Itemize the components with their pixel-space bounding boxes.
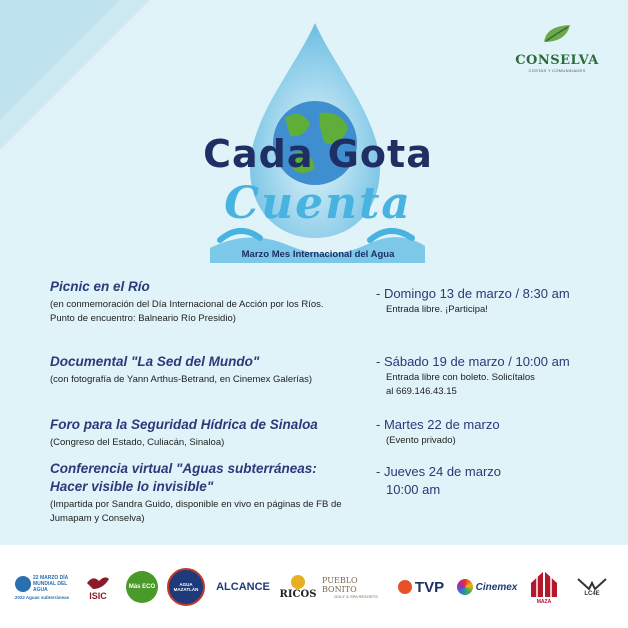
- event-detail: (Congreso del Estado, Culiacán, Sinaloa): [50, 437, 225, 448]
- sponsor-mas-eco: Más ECO: [124, 567, 160, 607]
- event-picnic: [50, 278, 350, 326]
- event-documental-when: [376, 353, 606, 399]
- sponsor-dia-mundial-agua: 22 MARZO DÍA MUNDIAL DEL AGUA 2022 Aguas subterráneas: [14, 574, 70, 600]
- event-note: Entrada libre. ¡Participa!: [386, 304, 488, 315]
- event-foro-when: [376, 416, 606, 448]
- sponsor-tvp: TVP: [392, 567, 450, 607]
- circus-tent-icon: [529, 569, 559, 599]
- event-title: Picnic en el Río: [50, 279, 150, 294]
- event-date: - Jueves 24 de marzo: [376, 464, 502, 479]
- leaf-icon: [540, 22, 574, 46]
- title-line-1: Cada Gota: [203, 132, 433, 176]
- brand-tagline: COSTAS Y COMUNIDADES: [528, 68, 586, 73]
- sponsor-isic: ISIC: [76, 567, 120, 607]
- conselva-logo: [512, 22, 602, 73]
- event-title: Documental "La Sed del Mundo": [50, 354, 260, 369]
- event-title: Foro para la Seguridad Hídrica de Sinaloa: [50, 417, 318, 432]
- event-date: - Martes 22 de marzo: [376, 417, 500, 432]
- event-conferencia-when: [376, 463, 606, 499]
- subtitle: Marzo Mes Internacional del Agua: [241, 249, 395, 260]
- event-detail: (Impartida por Sandra Guido, disponible en vivo en páginas de FB de Jumapam y Conselva): [50, 499, 342, 524]
- lc4e-emblem-icon: [577, 577, 607, 591]
- sponsor-ricos: RICOS: [278, 567, 318, 607]
- sponsor-pueblo-bonito: PUEBLO BONITO GOLF & SPA RESORTS: [322, 575, 378, 599]
- event-date: - Domingo 13 de marzo / 8:30 am: [376, 286, 570, 301]
- event-foro: [50, 416, 350, 450]
- ricos-emblem-icon: [291, 575, 305, 589]
- event-time: 10:00 am: [386, 482, 441, 497]
- cinemex-emblem-icon: [457, 579, 473, 595]
- sponsor-agua-mazatlan: AGUA MAZATLÁN: [166, 567, 206, 607]
- sponsor-maza: MAZA: [526, 567, 562, 607]
- event-title: Conferencia virtual "Aguas subterráneas: Hacer visible lo invisible": [50, 461, 317, 494]
- event-conferencia: [50, 460, 355, 526]
- bird-icon: [85, 573, 111, 591]
- event-detail: (en conmemoración del Día Internacional de Acción por los Ríos. Punto de encuentro: Balneario Río Presidio): [50, 299, 324, 324]
- event-documental: [50, 353, 350, 387]
- brand-name: CONSELVA: [515, 53, 599, 68]
- event-detail: (con fotografía de Yann Arthus-Betrand, en Cinemex Galerías): [50, 374, 313, 385]
- title-line-2: Cuenta: [224, 178, 412, 229]
- event-note: Entrada libre con boleto. Solicítalos al 669.146.43.15: [386, 372, 535, 397]
- event-note: (Evento privado): [386, 435, 456, 446]
- event-date: - Sábado 19 de marzo / 10:00 am: [376, 354, 570, 369]
- tvp-emblem-icon: [398, 580, 412, 594]
- sponsor-cinemex: Cinemex: [452, 567, 522, 607]
- event-picnic-when: [376, 285, 606, 317]
- water-drop-icon: [15, 576, 31, 592]
- sponsor-lc4e: LC4E: [570, 567, 614, 607]
- sponsors-strip: [0, 545, 628, 628]
- sponsor-alcance: ALCANCE: [216, 581, 270, 593]
